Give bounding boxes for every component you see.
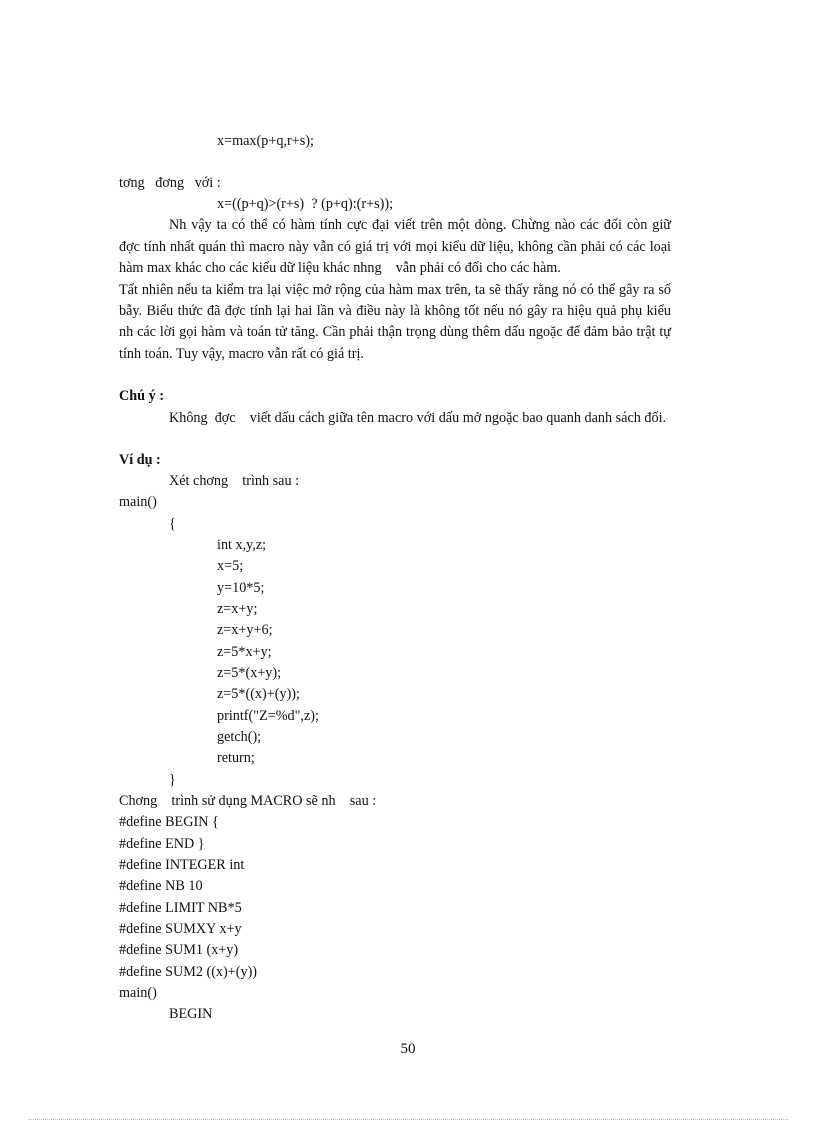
code-line: #define SUMXY x+y <box>119 921 242 937</box>
code-line: x=5; <box>217 558 244 574</box>
paragraph-line: nh các lời gọi hàm và toán tử tăng. Cần phải thận trọng dùng thêm dấu ngoặc để đảm bảo trật tự <box>119 324 671 340</box>
text-line: Chơng trình sử dụng MACRO sẽ nh sau : <box>119 793 377 809</box>
code-line: x=((p+q)>(r+s) ? (p+q):(r+s)); <box>217 196 394 212</box>
note-text: Không đợc viết dấu cách giữa tên macro với dấu mở ngoặc bao quanh danh sách đối. <box>169 410 667 426</box>
code-line: z=5*x+y; <box>217 644 272 660</box>
code-line: z=5*(x+y); <box>217 665 282 681</box>
code-line: return; <box>217 750 255 766</box>
page-number: 50 <box>400 1041 416 1057</box>
code-line: z=x+y+6; <box>217 622 273 638</box>
code-line: printf("Z=%d",z); <box>217 708 319 724</box>
code-line: getch(); <box>217 729 262 745</box>
code-line: main() <box>119 985 157 1001</box>
code-line: } <box>169 772 176 788</box>
code-line: int x,y,z; <box>217 537 267 553</box>
code-line: #define INTEGER int <box>119 857 245 873</box>
code-line: z=x+y; <box>217 601 258 617</box>
paragraph-line: Nh vậy ta có thể có hàm tính cực đại viết trên một dòng. Chừng nào các đối còn giữ <box>169 217 671 233</box>
code-line: y=10*5; <box>217 580 265 596</box>
text-line: Xét chơng trình sau : <box>169 473 300 489</box>
paragraph-line: hàm max khác cho các kiểu dữ liệu khác nhng vẫn phải có đối cho các hàm. <box>119 260 561 276</box>
code-line: { <box>169 516 176 532</box>
code-line: #define NB 10 <box>119 878 203 894</box>
code-line: main() <box>119 494 157 510</box>
code-line: #define SUM1 (x+y) <box>119 942 239 958</box>
note-heading: Chú ý : <box>119 388 164 404</box>
code-line: #define END } <box>119 836 205 852</box>
code-line: z=5*((x)+(y)); <box>217 686 300 702</box>
paragraph-line: Tất nhiên nếu ta kiểm tra lại việc mở rộng của hàm max trên, ta sẽ thấy rằng nó có thể gây ra số <box>119 282 671 298</box>
example-heading: Ví dụ : <box>119 452 161 468</box>
code-line: #define BEGIN { <box>119 814 219 830</box>
code-line: #define SUM2 ((x)+(y)) <box>119 964 258 980</box>
paragraph-line: tính toán. Tuy vậy, macro vẫn rất có giá trị. <box>119 346 364 362</box>
paragraph-line: đợc tính nhất quán thì macro này vẫn có giá trị với mọi kiểu dữ liệu, không cần phải có các loại <box>119 239 671 255</box>
text-line: tơng đơng với : <box>119 175 221 191</box>
page-bottom-divider <box>28 1119 788 1120</box>
paragraph-line: bẫy. Biểu thức đã đợc tính lại hai lần và điều này là không tốt nếu nó gây ra hiệu quả phụ kiểu <box>119 303 671 319</box>
code-line: x=max(p+q,r+s); <box>217 133 314 149</box>
code-line: BEGIN <box>169 1006 213 1022</box>
code-line: #define LIMIT NB*5 <box>119 900 242 916</box>
